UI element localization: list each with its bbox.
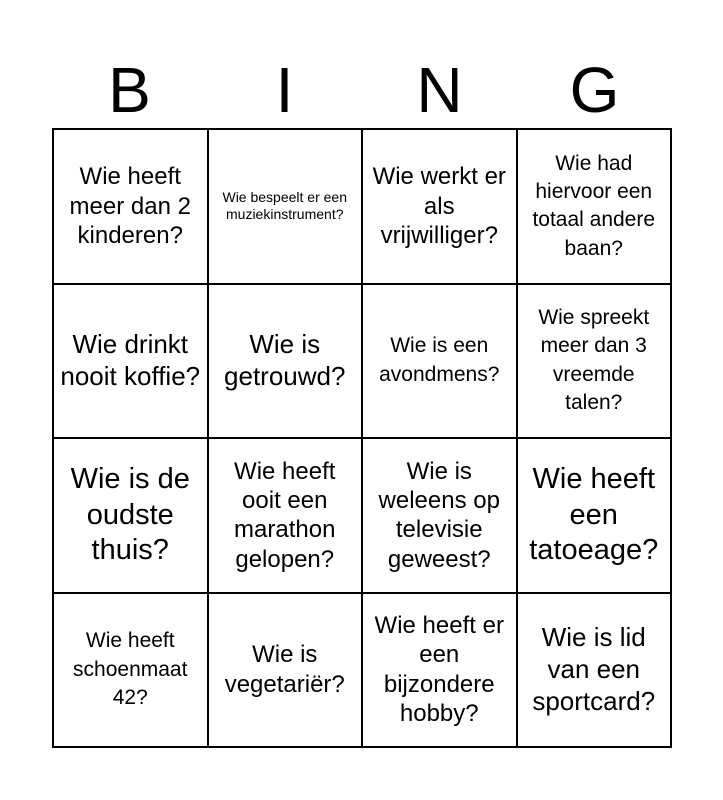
bingo-cell-r2c2[interactable]	[209, 285, 364, 440]
bingo-cell-r3c1[interactable]	[54, 439, 209, 594]
header-letter-n: N	[416, 54, 463, 126]
bingo-cell-text: Wie drinkt nooit koffie?	[60, 329, 201, 391]
bingo-cell-text: Wie heeft schoenmaat 42?	[73, 629, 188, 709]
bingo-cell-r1c2[interactable]	[209, 130, 364, 285]
bingo-board	[52, 128, 672, 748]
header-letter-b: B	[108, 54, 151, 126]
bingo-cell-r1c4[interactable]	[518, 130, 673, 285]
bingo-cell-r1c3[interactable]	[363, 130, 518, 285]
bingo-cell-text: Wie werkt er als vrijwilliger?	[372, 163, 506, 249]
bingo-cell-r2c4[interactable]	[518, 285, 673, 440]
bingo-cell-r3c2[interactable]	[209, 439, 364, 594]
bingo-cell-r4c2[interactable]	[209, 594, 364, 749]
bingo-cell-text: Wie spreekt meer dan 3 vreemde talen?	[538, 306, 650, 415]
bingo-cell-text: Wie is weleens op televisie geweest?	[378, 457, 500, 573]
bingo-cell-text: Wie bespeelt er een muziekinstrument?	[222, 189, 348, 223]
bingo-cell-r1c1[interactable]	[54, 130, 209, 285]
bingo-cell-text: Wie is een avondmens?	[379, 334, 500, 386]
bingo-cell-text: Wie heeft een tatoeage?	[529, 463, 659, 566]
bingo-cell-r4c1[interactable]	[54, 594, 209, 749]
bingo-cell-r3c3[interactable]	[363, 439, 518, 594]
bingo-cell-text: Wie heeft er een bijzondere hobby?	[374, 612, 504, 728]
bingo-cell-text: Wie heeft meer dan 2 kinderen?	[69, 163, 191, 249]
bingo-cell-text: Wie is lid van een sportcard?	[532, 622, 656, 716]
bingo-cell-text: Wie is de oudste thuis?	[70, 463, 190, 566]
header-letter-i: I	[275, 54, 294, 126]
bingo-header	[52, 52, 672, 128]
bingo-cell-r4c4[interactable]	[518, 594, 673, 749]
bingo-cell-text: Wie had hiervoor een totaal andere baan?	[532, 151, 656, 260]
bingo-cell-r4c3[interactable]	[363, 594, 518, 749]
bingo-cell-r3c4[interactable]	[518, 439, 673, 594]
bingo-cell-text: Wie is vegetariër?	[224, 641, 345, 698]
bingo-cell-r2c1[interactable]	[54, 285, 209, 440]
bingo-cell-text: Wie is getrouwd?	[224, 329, 346, 391]
bingo-cell-text: Wie heeft ooit een marathon gelopen?	[234, 457, 336, 573]
bingo-cell-r2c3[interactable]	[363, 285, 518, 440]
header-letter-g: G	[569, 54, 620, 126]
